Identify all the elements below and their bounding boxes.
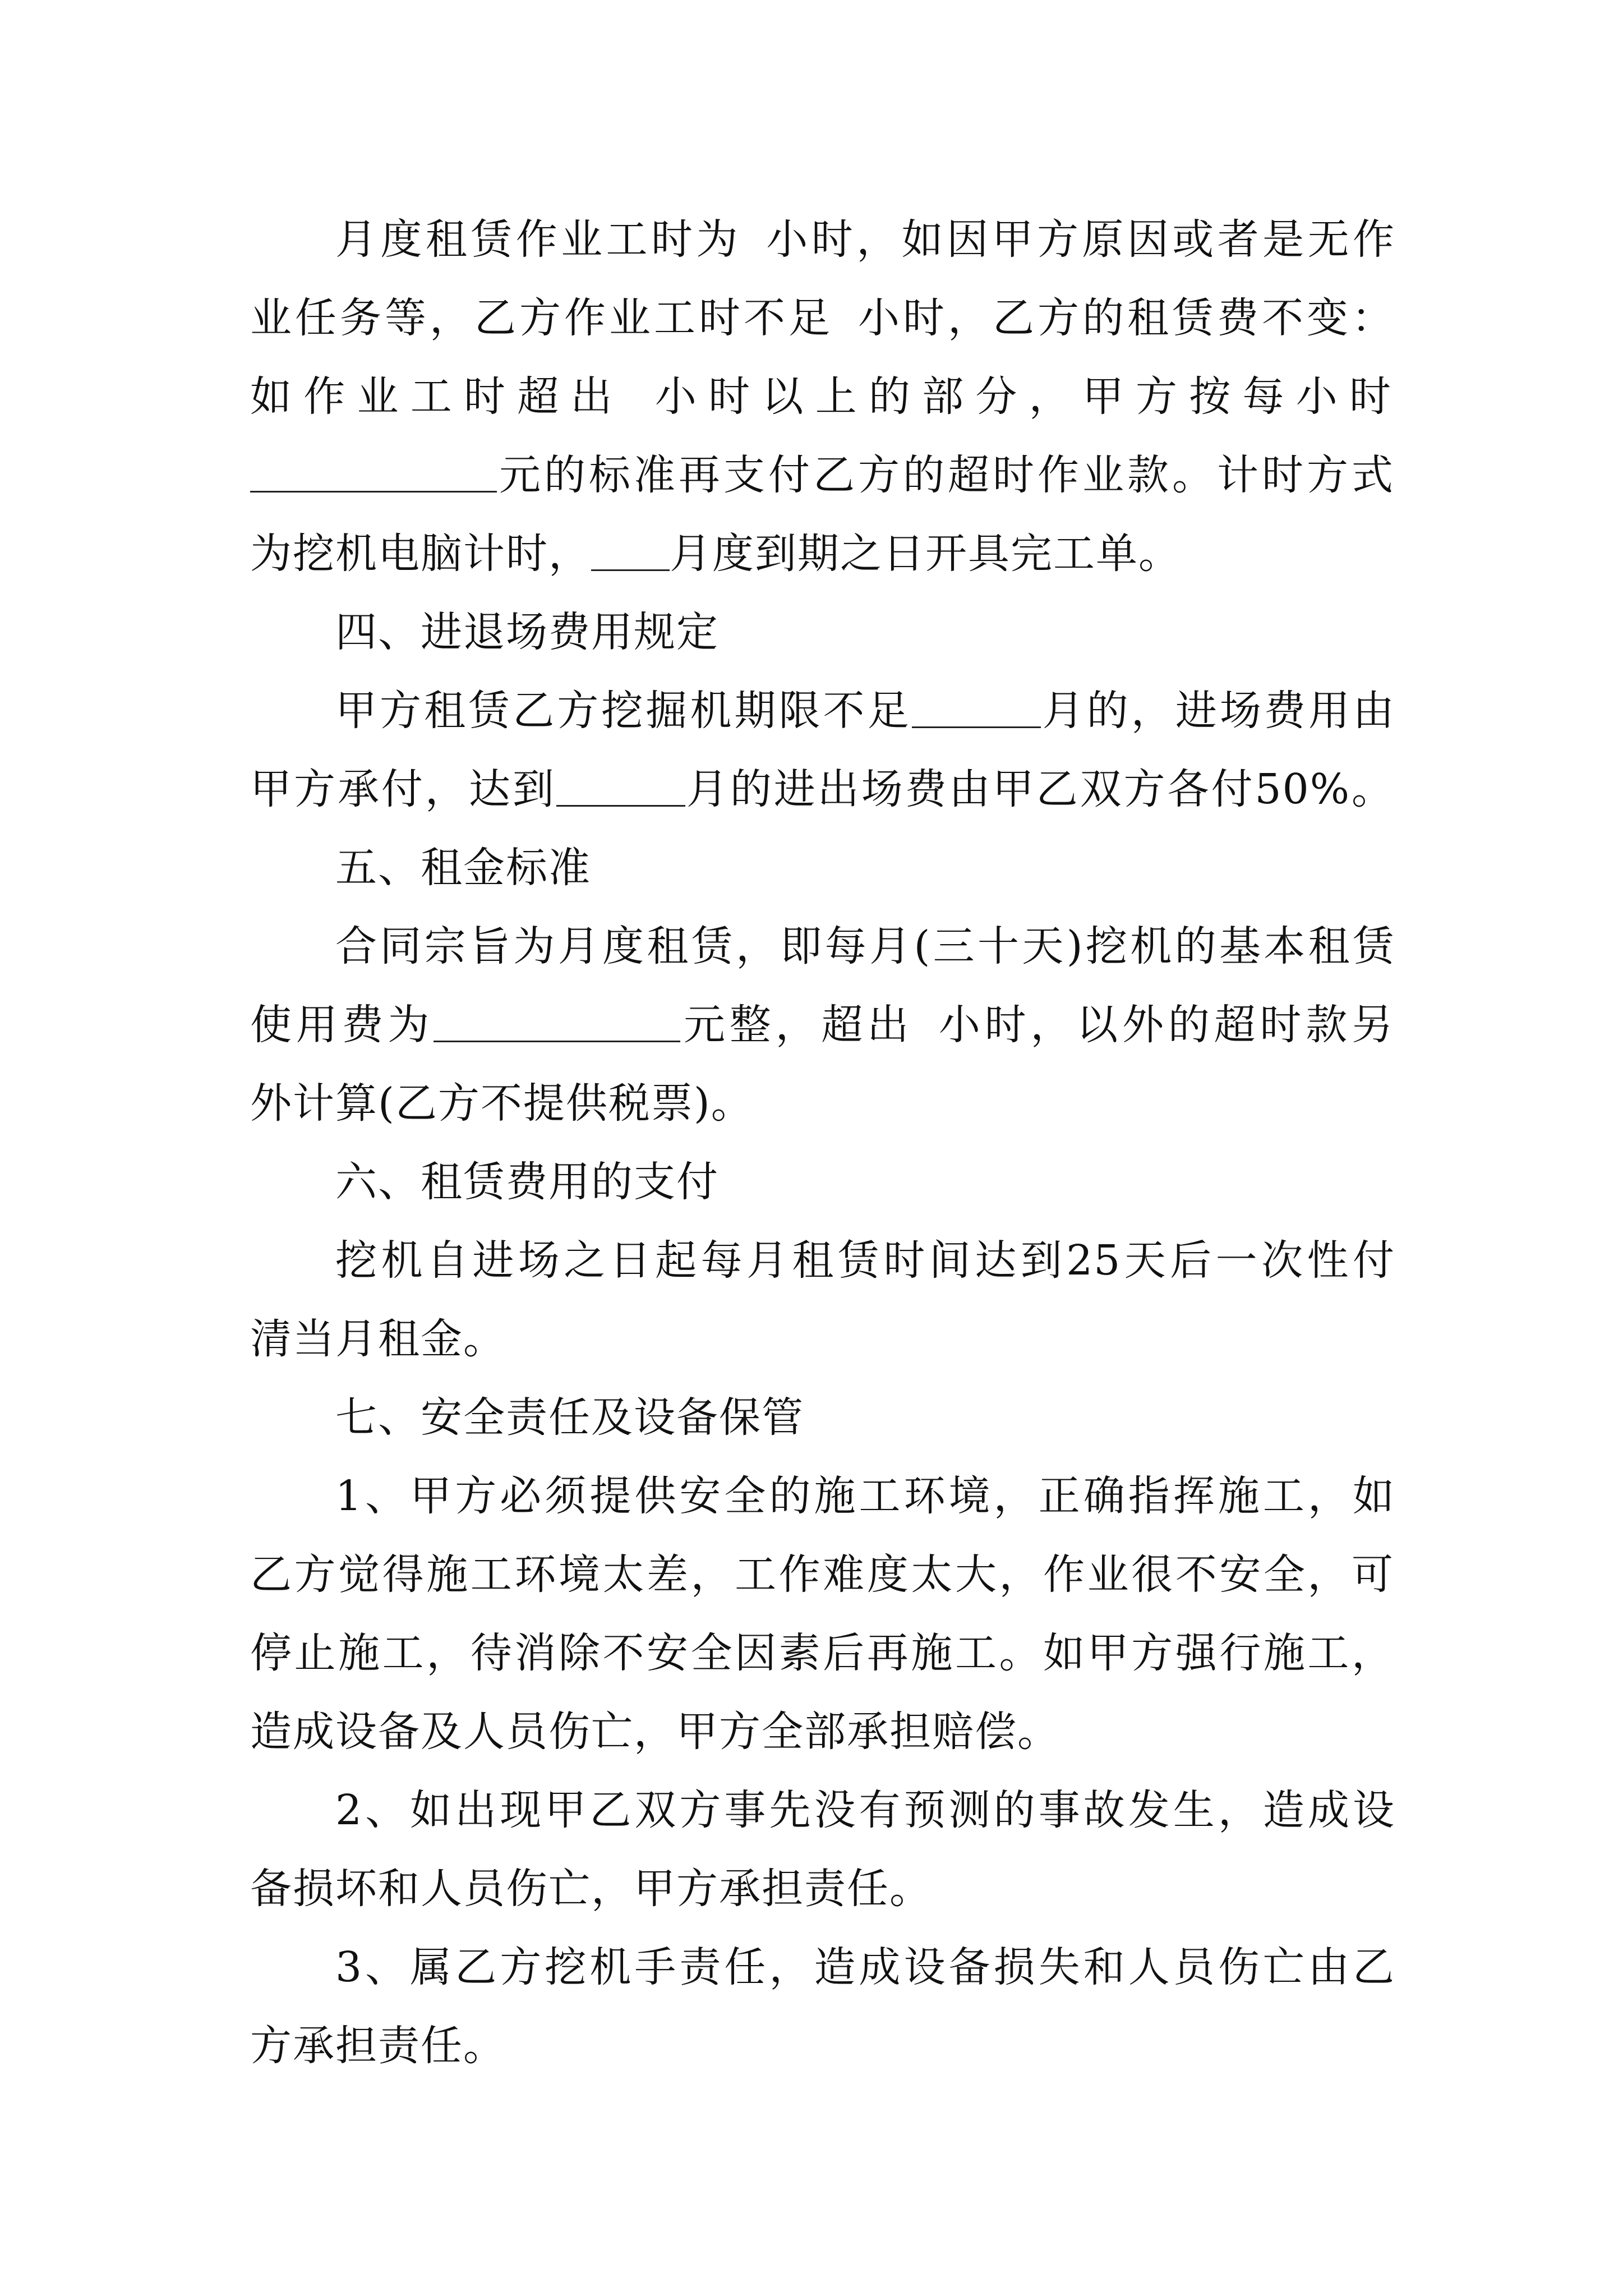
text-line: 停止施工，待消除不安全因素后再施工。如甲方强行施工， bbox=[250, 1629, 1394, 1677]
fill-in-blank bbox=[250, 456, 497, 493]
fill-in-blank bbox=[591, 535, 670, 571]
section-heading: 六、租赁费用的支付 bbox=[335, 1158, 719, 1206]
text-line: 清当月租金。 bbox=[250, 1315, 506, 1363]
fill-in-blank bbox=[556, 770, 685, 807]
text-line: 月度租赁作业工时为 小时，如因甲方原因或者是无作 bbox=[335, 215, 1396, 264]
text-line: 1、甲方必须提供安全的施工环境，正确指挥施工，如 bbox=[335, 1472, 1395, 1520]
text-line: 甲方租赁乙方挖掘机期限不足 月的，进场费用由 bbox=[335, 687, 1396, 735]
text-line: 2、如出现甲乙双方事先没有预测的事故发生，造成设 bbox=[335, 1786, 1395, 1834]
text-line: 乙方觉得施工环境太差，工作难度太大，作业很不安全，可 bbox=[250, 1550, 1394, 1599]
text-line: 元的标准再支付乙方的超时作业款。计时方式 bbox=[250, 444, 1394, 506]
text-line: 如作业工时超出 小时以上的部分，甲方按每小时 bbox=[250, 372, 1395, 421]
text-line: 外计算(乙方不提供税票)。 bbox=[250, 1079, 754, 1128]
text-line: 使用费为 元整，超出 小时，以外的超时款另 bbox=[250, 1001, 1395, 1049]
text-line: 甲方承付，达到 月的进出场费由甲乙双方各付50%。 bbox=[250, 765, 1395, 813]
section-heading: 四、进退场费用规定 bbox=[335, 608, 719, 656]
fill-in-blank bbox=[912, 692, 1041, 728]
text-line: 方承担责任。 bbox=[250, 2022, 506, 2070]
text-line: 备损坏和人员伤亡，甲方承担责任。 bbox=[250, 1865, 932, 1913]
text-line: 业任务等，乙方作业工时不足 小时，乙方的租赁费不变： bbox=[250, 294, 1394, 342]
text-line: 挖机自进场之日起每月租赁时间达到25天后一次性付 bbox=[335, 1236, 1395, 1285]
text-line: 造成设备及人员伤亡，甲方全部承担赔偿。 bbox=[250, 1708, 1060, 1756]
text-line: 为挖机电脑计时， 月度到期之日开具完工单。 bbox=[250, 530, 1181, 578]
section-heading: 七、安全责任及设备保管 bbox=[335, 1393, 804, 1442]
section-heading: 五、租金标准 bbox=[335, 844, 591, 892]
text-line: 3、属乙方挖机手责任，造成设备损失和人员伤亡由乙 bbox=[335, 1943, 1395, 1991]
text-line: 合同宗旨为月度租赁，即每月(三十天)挖机的基本租赁 bbox=[335, 922, 1395, 970]
fill-in-blank bbox=[434, 1006, 680, 1042]
